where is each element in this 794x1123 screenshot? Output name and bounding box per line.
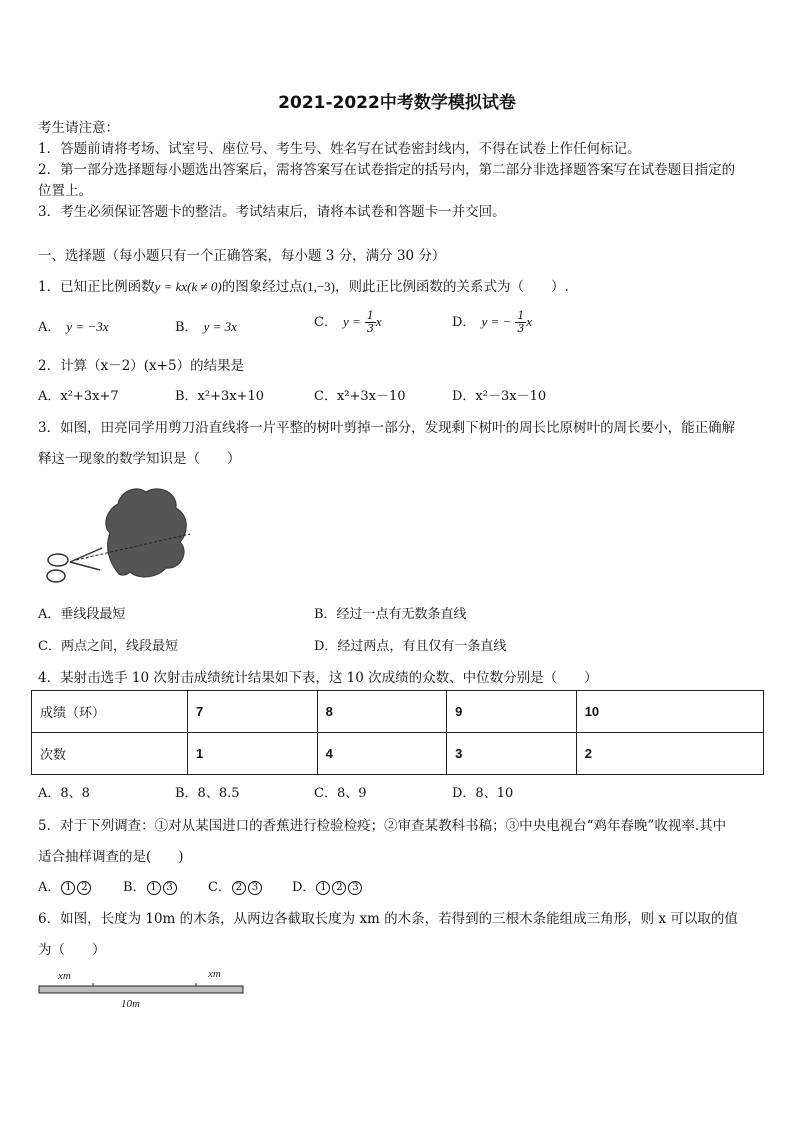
option-label: A． [38, 880, 61, 895]
q1-point: (1,−3) [302, 279, 335, 294]
table-cell: 次数 [32, 733, 188, 775]
option-expr: x [375, 314, 382, 329]
question-2: 2．计算（x－2）(x+5）的结果是 [38, 358, 245, 374]
q5-option-d[interactable] [292, 876, 363, 895]
score-table [31, 690, 764, 775]
notice-item-1: 1．答题前请将考场、试室号、座位号、考生号、姓名写在试卷密封线内，不得在试卷上作任何标记。 [38, 141, 641, 157]
option-expr: y = [342, 314, 361, 329]
table-cell: 9 [447, 691, 577, 733]
q1-option-c[interactable] [314, 310, 382, 335]
q2-option-c[interactable]: C．x²+3x－10 [314, 389, 406, 404]
table-cell: 4 [317, 733, 447, 775]
circled-number: 3 [248, 881, 262, 895]
table-row [32, 691, 764, 733]
circled-number: 2 [232, 881, 246, 895]
q2-option-a[interactable]: A．x²+3x+7 [38, 389, 119, 404]
q1-pre: 1．已知正比例函数 [38, 279, 155, 295]
option-expr: y = 3x [203, 319, 237, 334]
q5-option-b[interactable] [123, 876, 178, 895]
circled-number: 1 [147, 881, 161, 895]
circled-number: 3 [163, 881, 177, 895]
notice-item-2-cont: 位置上。 [38, 183, 92, 199]
notice-item-3: 3．考生必须保证答题卡的整洁。考试结束后，请将本试卷和答题卡一并交回。 [38, 204, 506, 220]
option-label: C． [208, 880, 231, 895]
q5-option-a[interactable] [38, 876, 92, 895]
q3-option-c[interactable]: C．两点之间，线段最短 [38, 639, 178, 654]
option-label: D． [452, 315, 476, 330]
option-expr: y = −3x [66, 319, 109, 334]
q2-option-d[interactable]: D．x²－3x－10 [452, 389, 547, 404]
scissors-icon [47, 548, 102, 582]
q1-option-a[interactable] [38, 316, 108, 335]
circled-number: 1 [61, 881, 75, 895]
q1-post: ，则此正比例函数的关系式为（ ）. [335, 279, 569, 295]
q1-option-b[interactable] [175, 316, 237, 335]
question-1 [38, 275, 569, 295]
leaf-scissors-figure [40, 478, 200, 596]
circled-number: 2 [332, 881, 346, 895]
q1-option-d[interactable] [452, 310, 532, 335]
option-expr: x [526, 314, 533, 329]
q4-option-c[interactable]: C．8、9 [314, 786, 367, 801]
circled-number: 1 [316, 881, 330, 895]
question-6-line1: 6．如图，长度为 10m 的木条，从两边各截取长度为 xm 的木条，若得到的三根木条能组成三角形，则 x 可以取的值 [38, 911, 738, 927]
option-label: C． [314, 315, 337, 330]
q1-func: y = kx(k ≠ 0) [154, 279, 222, 294]
question-5-line1: 5．对于下列调查：①对从某国进口的香蕉进行检验检疫；②审查某教科书稿；③中央电视台“鸡年春晚”收视率.其中 [38, 818, 727, 834]
option-label: D． [292, 880, 316, 895]
q3-option-b[interactable]: B．经过一点有无数条直线 [314, 607, 467, 622]
table-cell: 7 [188, 691, 318, 733]
wood-strip [39, 986, 243, 993]
q4-option-d[interactable]: D．8、10 [452, 786, 514, 801]
q1-mid: 的图象经过点 [221, 279, 303, 295]
option-label: A． [38, 320, 61, 335]
right-length-label: xm [208, 968, 221, 980]
question-5-line2: 适合抽样调查的是( ) [38, 849, 184, 865]
notice-heading: 考生请注意： [38, 120, 119, 136]
table-cell: 10 [576, 691, 763, 733]
circled-number: 3 [348, 881, 362, 895]
question-6-line2: 为（ ） [38, 942, 106, 958]
fraction: $\frac{1}{3}$ [366, 309, 374, 335]
q2-option-b[interactable]: B．x²+3x+10 [175, 389, 265, 404]
table-cell: 8 [317, 691, 447, 733]
table-row [32, 733, 764, 775]
option-label: B． [175, 320, 198, 335]
table-cell: 3 [447, 733, 577, 775]
question-3-line2: 释这一现象的数学知识是（ ） [38, 451, 241, 467]
total-length-label: 10m [121, 998, 140, 1010]
wood-strip-figure [30, 964, 260, 1014]
q5-option-c[interactable] [208, 876, 263, 895]
q4-option-b[interactable]: B．8、8.5 [175, 786, 240, 801]
option-label: B． [123, 880, 146, 895]
option-expr: y = − [481, 314, 512, 329]
q3-option-d[interactable]: D．经过两点，有且仅有一条直线 [314, 639, 507, 654]
leaf-shape [106, 489, 186, 577]
fraction: $\frac{1}{3}$ [517, 309, 525, 335]
notice-item-2: 2．第一部分选择题每小题选出答案后，需将答案写在试卷指定的括号内，第二部分非选择题答案写在试卷题目指定的 [38, 162, 736, 178]
q3-option-a[interactable]: A．垂线段最短 [38, 607, 126, 622]
circled-number: 2 [77, 881, 91, 895]
left-length-label: xm [58, 970, 71, 982]
question-4: 4．某射击选手 10 次射击成绩统计结果如下表，这 10 次成绩的众数、中位数分别是（ ） [38, 670, 598, 686]
question-3-line1: 3．如图，田亮同学用剪刀沿直线将一片平整的树叶剪掉一部分，发现剩下树叶的周长比原树叶的周长要小，能正确解 [38, 420, 736, 436]
q4-option-a[interactable]: A．8、8 [38, 786, 90, 801]
section-heading: 一、选择题（每小题只有一个正确答案，每小题 3 分，满分 30 分） [38, 248, 446, 264]
table-cell: 1 [188, 733, 318, 775]
table-cell: 2 [576, 733, 763, 775]
page-title: 2021-2022中考数学模拟试卷 [278, 93, 516, 113]
table-cell: 成绩（环） [32, 691, 188, 733]
